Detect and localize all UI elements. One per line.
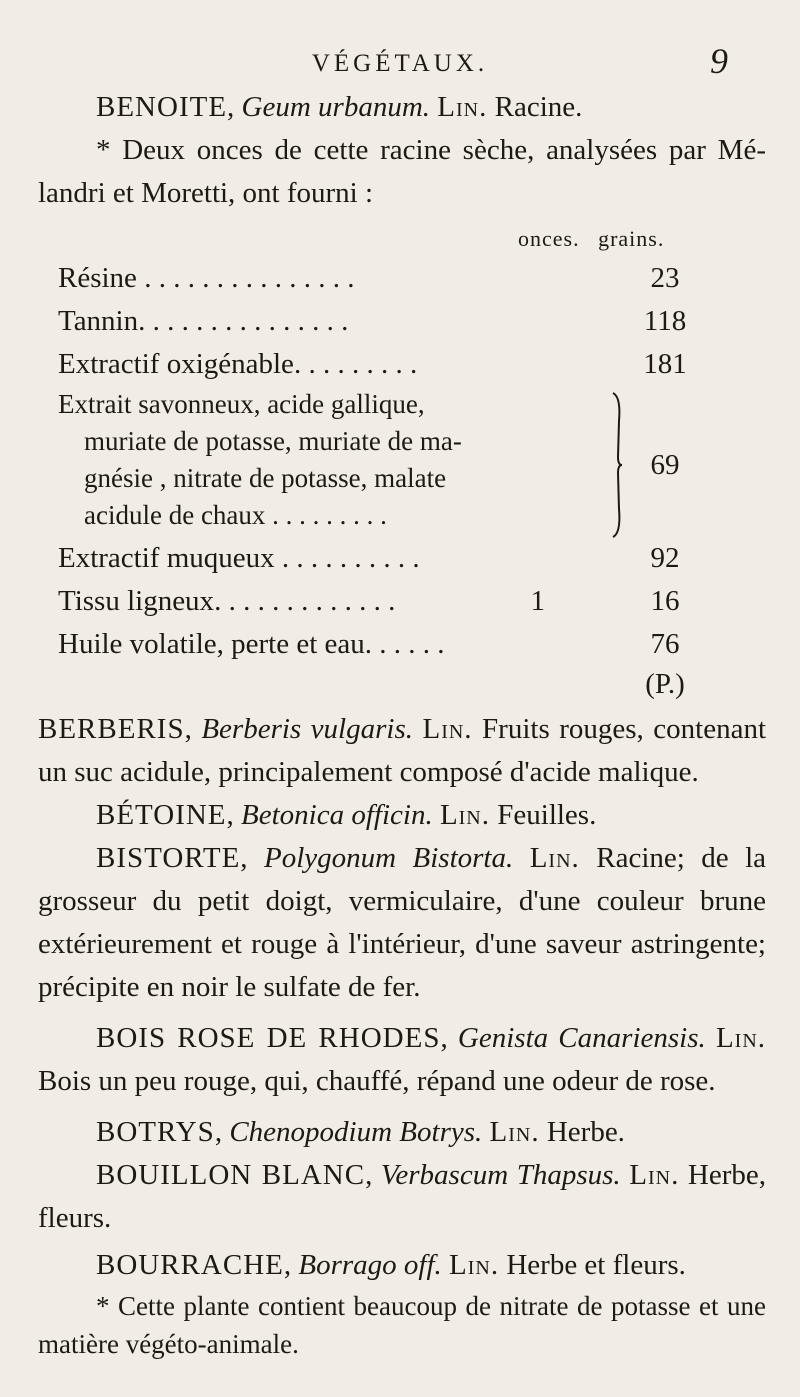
multi-line-row <box>58 386 618 534</box>
page-number: 9 <box>710 41 728 81</box>
unit-grains: grains. <box>598 226 665 251</box>
latin-name: Verbascum Thapsus. <box>380 1159 621 1191</box>
analysis-table <box>38 215 766 705</box>
benoite-note: * Deux onces de cette racine sèche, analysées par Mé-landri et Moretti, ont fourni : <box>38 134 766 209</box>
unit-onces: onces. <box>518 226 580 251</box>
latin-name: Geum urbanum. <box>241 91 431 123</box>
entry-text: Feuilles. <box>490 799 597 831</box>
table-row <box>58 343 764 386</box>
row-grains: 118 <box>643 305 687 337</box>
table-row <box>58 623 764 666</box>
row-grains: 16 <box>650 585 680 617</box>
entry-headword: BOUILLON BLANC <box>96 1159 366 1191</box>
latin-name: Chenopodium Botrys. <box>229 1116 483 1148</box>
entry-botrys: BOTRYS, Chenopodium Botrys. Lin. Herbe. <box>96 1116 625 1148</box>
row-label: Tannin. . . . . . . . . . . . . . . <box>58 305 349 337</box>
row-label: Extractif oxigénable. . . . . . . . . <box>58 348 418 380</box>
entry-benoite: BENOITE, Geum urbanum. Lin. Racine. <box>96 91 583 123</box>
row-grains: 92 <box>650 542 680 574</box>
running-head <box>0 38 800 82</box>
entry-bourrache: BOURRACHE, Borrago off. Lin. Herbe et fleurs. <box>96 1249 686 1281</box>
entry-text: Racine; de la grosseur du petit doigt, vermiculaire, d'une couleur brune extérieurement et rouge à l'intérieur, d'une saveur astringente; précipite en noir le sulfate de fer. <box>38 842 767 1003</box>
entry-headword: BERBERIS <box>38 713 185 745</box>
author-signature: (P.) <box>645 668 685 700</box>
entry-headword: BOIS ROSE DE RHODES <box>96 1022 441 1054</box>
row-label: Résine . . . . . . . . . . . . . . . <box>58 262 355 294</box>
entry-headword: BOTRYS <box>96 1116 215 1148</box>
row-label: Huile volatile, perte et eau. . . . . . <box>58 628 445 660</box>
entry-part: Racine. <box>494 91 583 123</box>
linnaeus-abbrev: Lin. <box>449 1249 500 1281</box>
linnaeus-abbrev: Lin. <box>437 91 488 123</box>
linnaeus-abbrev: Lin. <box>715 1022 767 1054</box>
row-grains: 76 <box>650 628 680 660</box>
multi-row-grains: 69 <box>650 449 680 481</box>
multi-line: Extrait savonneux, acide gallique, <box>58 389 425 419</box>
entry-bois-rose: BOIS ROSE DE RHODES, Genista Canariensis. Lin. Bois un peu rouge, qui, chauffé, répand une odeur de rose. <box>38 1022 767 1097</box>
linnaeus-abbrev: Lin. <box>529 842 580 874</box>
table-row <box>58 300 764 343</box>
row-grains: 23 <box>650 262 680 294</box>
entry-bistorte: BISTORTE, Polygonum Bistorta. Lin. Racine; de la grosseur du petit doigt, vermiculaire, d'une couleur brune extérieurement et rouge à l'intérieur, d'une saveur astringente; précipite en noir le sulfate de fer. <box>38 842 767 1003</box>
entry-berberis: BERBERIS, Berberis vulgaris. Lin. Fruits rouges, contenant un suc acidule, principalement composé d'acide malique. <box>38 713 766 788</box>
linnaeus-abbrev: Lin. <box>439 799 491 831</box>
entry-headword: BENOITE <box>96 91 228 123</box>
latin-name: Betonica officin. <box>241 799 433 831</box>
row-label: Tissu ligneux. . . . . . . . . . . . . <box>58 585 396 617</box>
entry-headword: BISTORTE <box>96 842 241 874</box>
table-row <box>58 537 764 580</box>
linnaeus-abbrev: Lin. <box>629 1159 680 1191</box>
table-row <box>58 257 764 300</box>
brace-icon <box>611 391 623 539</box>
running-head-title: VÉGÉTAUX. <box>311 50 489 77</box>
units-header <box>518 217 676 260</box>
table-row <box>58 580 764 623</box>
entry-text: Fruits rouges, contenant un suc acidule, principalement composé d'acide malique. <box>38 713 766 788</box>
entry-bouillon-blanc: BOUILLON BLANC, Verbascum Thapsus. Lin. Herbe, fleurs. <box>38 1159 766 1234</box>
entry-text: Herbe et fleurs. <box>499 1249 686 1281</box>
row-onces: 1 <box>530 585 545 617</box>
entry-headword: BÉTOINE <box>96 799 227 831</box>
latin-name: Polygonum Bistorta. <box>264 842 514 874</box>
bourrache-note: * Cette plante contient beaucoup de nitrate de potasse et une matière végéto-animale. <box>38 1291 766 1359</box>
row-label: Extractif muqueux . . . . . . . . . . <box>58 542 420 574</box>
entry-text: Bois un peu rouge, qui, chauffé, répand une odeur de rose. <box>38 1065 716 1097</box>
latin-name: Borrago off. <box>298 1249 442 1281</box>
latin-name: Genista Canariensis. <box>457 1022 706 1054</box>
entry-text: Herbe. <box>539 1116 625 1148</box>
multi-line: muriate de potasse, muriate de ma- <box>84 426 462 456</box>
multi-line: gnésie , nitrate de potasse, malate <box>84 463 447 493</box>
multi-line: acidule de chaux . . . . . . . . . <box>84 500 387 530</box>
row-grains: 181 <box>643 348 687 380</box>
latin-name: Berberis vulgaris. <box>201 713 413 745</box>
entry-headword: BOURRACHE <box>96 1249 284 1281</box>
entry-betoine: BÉTOINE, Betonica officin. Lin. Feuilles. <box>96 799 597 831</box>
body-text <box>38 86 766 1363</box>
linnaeus-abbrev: Lin. <box>422 713 473 745</box>
entry-text: Herbe, fleurs. <box>38 1159 766 1234</box>
linnaeus-abbrev: Lin. <box>489 1116 540 1148</box>
